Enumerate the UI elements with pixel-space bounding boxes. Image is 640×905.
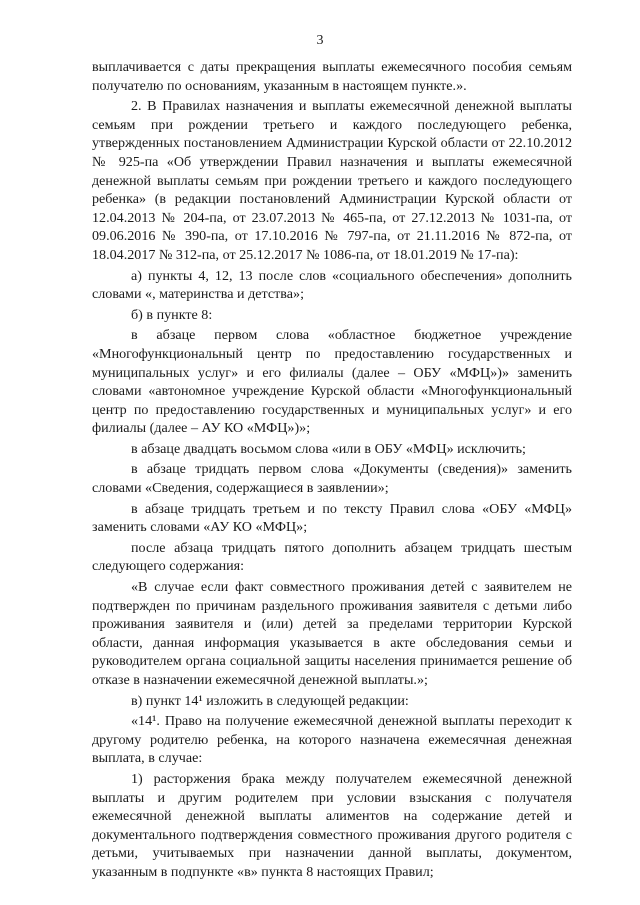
paragraph: выплачивается с даты прекращения выплаты ежемесячного пособия семьям получателю по основаниям, указанным в настоящем пункте.».: [92, 59, 572, 94]
paragraph: в абзаце первом слова «областное бюджетное учреждение «Многофункциональный центр по предоставлению государственных и муниципальных услуг» и его филиалы (далее – ОБУ «МФЦ»)» заменить словами «автономное учреждение Курской области «Многофункциональный центр по предоставлению государственных и муниципальных услуг» и его филиалы (далее – АУ КО «МФЦ»)»;: [92, 327, 572, 437]
paragraph: в) пункт 14¹ изложить в следующей редакции:: [131, 692, 409, 709]
paragraph: 1) расторжения брака между получателем ежемесячной денежной выплаты и другим родителем при условии взыскания с получателя ежемесячной денежной выплаты алиментов на содержание детей и документального подтверждения совместного проживания другого родителя с детьми, учитываемых при назначении данной выплаты, документом, указанным в подпункте «в» пункта 8 настоящих Правил;: [92, 770, 572, 880]
paragraph: а) пункты 4, 12, 13 после слов «социального обеспечения» дополнить словами «, материнства и детства»;: [92, 267, 572, 303]
page-number: 3: [316, 33, 324, 48]
paragraph: в абзаце тридцать первом слова «Документы (сведения)» заменить словами «Сведения, содержащиеся в заявлении»;: [92, 461, 572, 497]
document-body: [92, 58, 572, 882]
paragraph: б) в пункте 8:: [131, 306, 213, 323]
paragraph: в абзаце тридцать третьем и по тексту Правил слова «ОБУ «МФЦ» заменить словами «АУ КО «МФЦ»;: [92, 500, 572, 536]
paragraph: в абзаце двадцать восьмом слова «или в ОБУ «МФЦ» исключить;: [131, 440, 526, 457]
paragraph: «14¹. Право на получение ежемесячной денежной выплаты переходит к другому родителю ребенка, на которого назначена ежемесячная денежная выплата, в случае:: [92, 713, 572, 767]
paragraph: «В случае если факт совместного проживания детей с заявителем не подтвержден по причинам раздельного проживания заявителя с детьми либо проживания заявителя и (или) детей за пределами территории Курской области, данная информация указывается в акте обследования семьи и руководителем органа социальной защиты населения принимается решение об отказе в назначении ежемесячной денежной выплаты.»;: [92, 579, 572, 688]
paragraph: после абзаца тридцать пятого дополнить абзацем тридцать шестым следующего содержания:: [92, 539, 572, 575]
paragraph: 2. В Правилах назначения и выплаты ежемесячной денежной выплаты семьям при рождении третьего и каждого последующего ребенка, утвержденных постановлением Администрации Курской области от 22.10.2012 № 925-па «Об утверждении Правил назначения и выплаты ежемесячной денежной выплаты семьям при рождении третьего и каждого последующего ребенка» (в редакции постановлений Администрации Курской области от 12.04.2013 № 204-па, от 23.07.2013 № 465-па, от 27.12.2013 № 1031-па, от 09.06.2016 № 390-па, от 17.10.2016 № 797-па, от 21.11.2016 № 872-па, от 18.04.2017 № 312-па, от 25.12.2017 № 1086-па, от 18.01.2019 № 17-па):: [92, 98, 572, 263]
